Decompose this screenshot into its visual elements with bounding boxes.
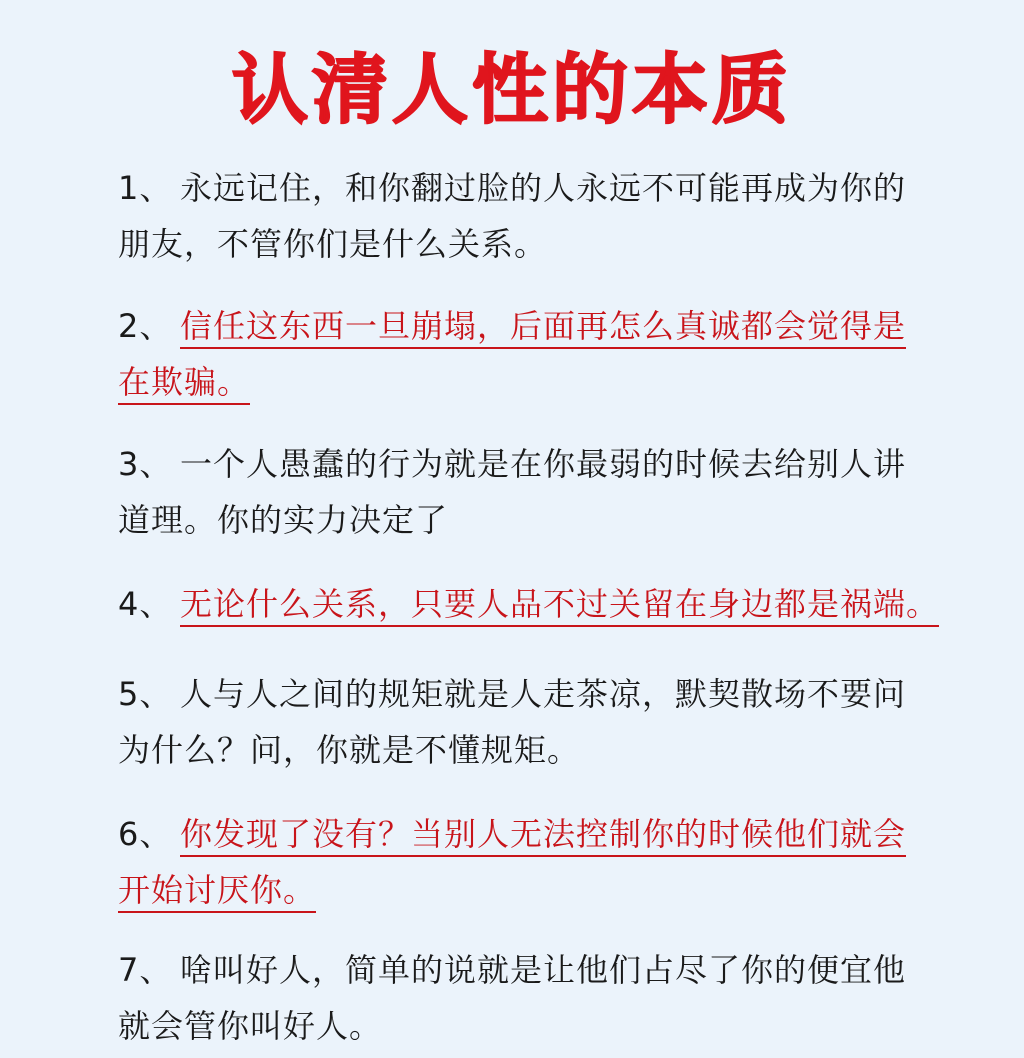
item-text-line: 啥叫好人，简单的说就是让他们占尽了你的便宜他 <box>180 951 907 989</box>
list-item <box>118 806 908 918</box>
item-text-line: 永远记住，和你翻过脸的人永远不可能再成为你的 <box>180 169 907 207</box>
item-number: 1、 <box>118 169 173 207</box>
list-item <box>118 666 908 778</box>
item-text-line: 为什么？问，你就是不懂规矩。 <box>118 731 581 769</box>
item-number: 3、 <box>118 445 173 483</box>
item-number: 6、 <box>118 815 173 853</box>
item-text-line: 人与人之间的规矩就是人走茶凉，默契散场不要问 <box>180 675 907 713</box>
item-text-line: 在欺骗。 <box>118 363 250 405</box>
item-text-line: 无论什么关系，只要人品不过关留在身边都是祸端。 <box>180 585 939 627</box>
page-title: 认清人性的本质 <box>232 45 792 134</box>
list-item <box>118 160 908 272</box>
list-item <box>118 942 908 1054</box>
item-text-line: 信任这东西一旦崩塌，后面再怎么真诚都会觉得是 <box>180 307 906 349</box>
list-item <box>118 576 940 632</box>
list-item <box>118 298 908 410</box>
item-text-line: 就会管你叫好人。 <box>118 1007 383 1045</box>
item-text-line: 你发现了没有？当别人无法控制你的时候他们就会 <box>180 815 906 857</box>
list-item <box>118 436 908 548</box>
item-number: 2、 <box>118 307 173 345</box>
item-number: 7、 <box>118 951 173 989</box>
item-number: 4、 <box>118 585 173 623</box>
item-text-line: 朋友，不管你们是什么关系。 <box>118 225 548 263</box>
item-text-line: 一个人愚蠢的行为就是在你最弱的时候去给别人讲 <box>180 445 907 483</box>
item-text-line: 道理。你的实力决定了 <box>118 501 449 539</box>
item-text-line: 开始讨厌你。 <box>118 871 316 913</box>
item-number: 5、 <box>118 675 173 713</box>
